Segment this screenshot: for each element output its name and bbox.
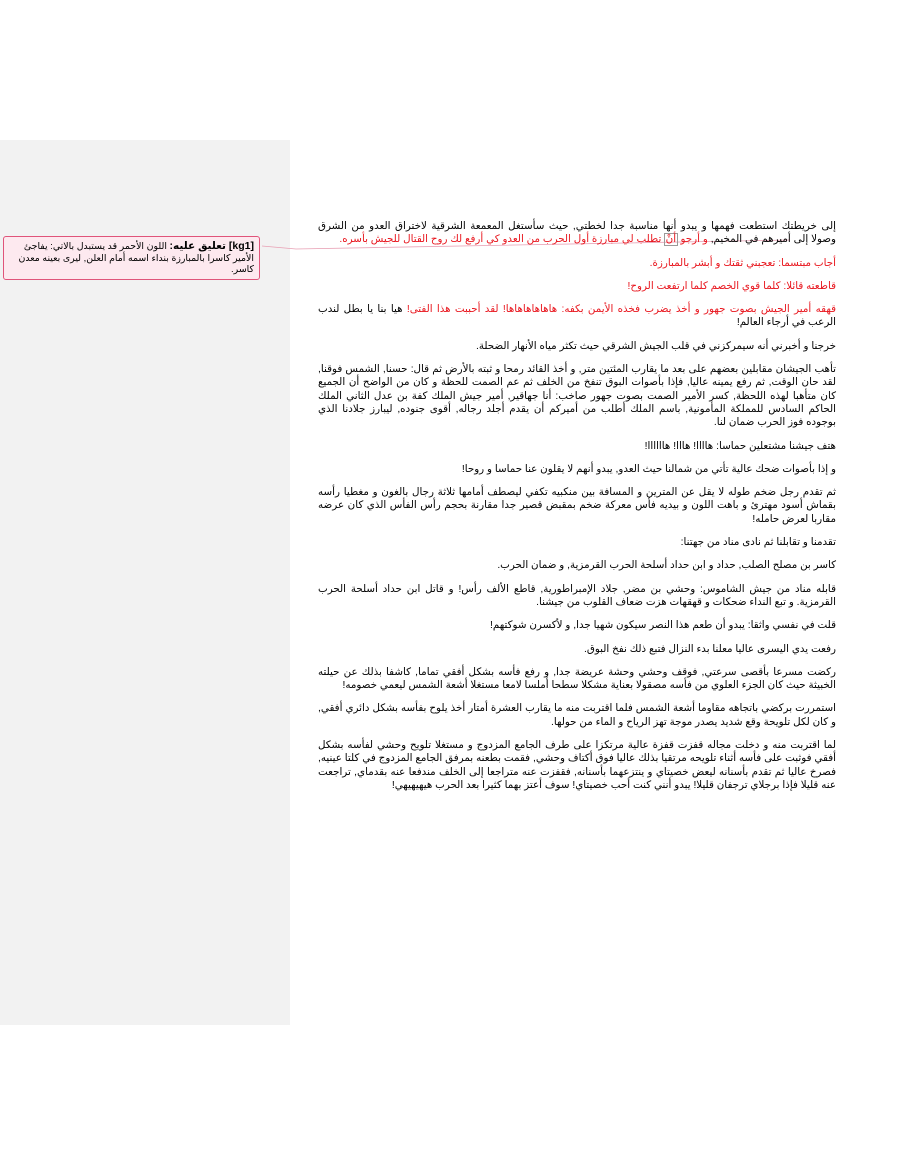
paragraph-4-text: هيا بنا يا بطل لندب الرعب في أرجاء العالم! xyxy=(318,304,836,329)
paragraph-8: و إذا بأصوات ضحك عالية تأتي من شمالنا حيث العدو, يبدو أنهم لا يقلون عنا حماسا و روحا! xyxy=(461,463,836,475)
paragraph-12: قابله مناد من جيش الشاموس: وحشي بن مضر, جلاد الإمبراطورية, قاطع الألف رأس! و قاتل ابن حداد أسلحة الحرب القرمزية. و تبع النداء ضحكات و قهقهات هزت ضعاف القلوب من جيشنا. xyxy=(318,583,836,608)
paragraph-1 xyxy=(318,220,836,247)
paragraph-6: تأهب الجيشان مقابلين بعضهم على بعد ما يقارب المئتين متر, و أخذ القائد رمحا و ثبته بالأرض ثم قال: حسنا, الشمس فوقنا, لقد حان الوقت, ثم رفع يمينه عاليا, فإذا بأصوات البوق تنفخ من الخلف ثم عم الصمت للحظة و كان من الواضح أن الجميع كان متأهبا لهذه اللحظة, كسر الأمير الصمت بصوت جهور صاخب: أنا جهاقير, أمير جيش الملك كفة بن عدل الثاني الملك الحاكم السادس للمملكة المأمونية, باسم الملك أطلب من أميركم أن يقدم أجلد رجاله, أقوى جنوده, ليبارز جلادنا الذي بوجوده فوز الحرب ضمان لنا. xyxy=(318,364,836,429)
document-body xyxy=(318,220,836,802)
paragraph-13: قلت في نفسي واثقا: يبدو أن طعم هذا النصر سيكون شهيا جدا, و لأكسرن شوكتهم! xyxy=(490,620,836,632)
paragraph-4-red: قهقه أمير الجيش بصوت جهور و أخذ يضرب فخذه الأيمن بكفه: هاهاهاهاهاها! لقد أحببت هذا الفتى! xyxy=(406,304,836,316)
paragraph-16: استمررت بركضي باتجاهه مقاوما أشعة الشمس فلما اقتربت منه ما يقارب العشرة أمتار أخذ يلوح بفأسه بشكل دائري أفقي, و كان لكل تلويحة وقع شديد يصدر موجة تهز الرياح و الماء من حولها. xyxy=(318,703,836,728)
comment-label: [kg1] تعليق عليه: xyxy=(169,240,254,252)
paragraph-1-text: إلى خريطتك استطعت فهمها و يبدو أنها مناسبة جدا لخطتي, حيث سأستغل المعمعة الشرقية لاختراق العدو من الشرق وصولا إلى أميرهم في المخيم, xyxy=(318,221,836,246)
paragraph-4 xyxy=(318,303,836,330)
paragraph-3: قاطعته قائلا: كلما قوي الخصم كلما ارتفعت الروح! xyxy=(627,280,836,292)
paragraph-5: خرجنا و أخبرني أنه سيمركزني في قلب الجيش الشرقي حيث تكثر مياه الأنهار الضحلة. xyxy=(475,340,836,352)
paragraph-7: هتف جيشنا مشتعلين حماسا: هاااا! هااا! هاااااا! xyxy=(644,440,836,452)
paragraph-14: رفعت يدي اليسرى عاليا معلنا بدء النزال فتبع ذلك نفخ البوق. xyxy=(584,643,836,655)
paragraph-10: تقدمنا و تقابلنا ثم نادى مناد من جهتنا: xyxy=(680,537,836,549)
paragraph-2: أجاب مبتسما: تعجبني ثقتك و أبشر بالمبارزة. xyxy=(649,257,836,269)
paragraph-1-red-b: تطلب لي مبارزة أول الحرب من العدو كي أرفع لك روح القتال للجيش بأسره. xyxy=(339,234,665,246)
paragraph-17: لما اقتربت منه و دخلت مجاله قفزت قفزة عالية مرتكزا على طرف الجامع المزدوج و مستغلا تلويح وحشي لفأسه بشكل أفقي فوثبت على فأسه أثناء تلويحه مرتقيا بذلك عاليا فوق أكتاف وحشي, فقمت بطعنه بمرفق الجامع المزدوج في كلتا عينيه, فصرخ عاليا ثم تقدم بأسنانه ليعض خصيتاي و ينتزعهما بأسنانه, فقفزت عنه متراجعا إلى الخلف مندفعا عنه بقدماي, تراجعت عنه قليلا فإذا برجلاي ترجفان قليلا! يبدو أنني كنت أحب خصيتاي! سوف أعتز بهما كثيرا بعد الحرب هيهيهيهي! xyxy=(318,740,836,791)
comment-anchor[interactable]: أنْ xyxy=(665,234,677,246)
paragraph-9: ثم تقدم رجل ضخم طوله لا يقل عن المترين و المسافة بين منكبيه تكفي ليصطف أمامها ثلاثة رجال بالغون و مغطيا رأسه بقماش أسود مهترئ و باهت اللون و بيديه فأس معركة ضخم بمقبض قصير جدا مقارنة بحجم رأس الفأس الذي كان عرضه مقاربا لعرض حامله! xyxy=(318,487,836,525)
paragraph-11: كاسر بن مصلح الصلب, حداد و ابن حداد أسلحة الحرب القرمزية, و ضمان الحرب. xyxy=(497,560,836,572)
paragraph-1-red-a: و أرجو xyxy=(677,234,711,246)
comment-balloon[interactable] xyxy=(3,236,260,280)
paragraph-15: ركضت مسرعا بأقصى سرعتي, فوقف وحشي وحشة عريضة جدا, و رفع فأسه بشكل أفقي تماما, كاشفا بذلك عن حيلته الخبيثة حيث كان الجزء العلوي من فأسه مصقولا بعناية مشكلا سطحا أملسا لامعا مستغلا أشعة الشمس ليعمي خصومه! xyxy=(318,666,836,692)
comment-text: اللون الأحمر قد يستبدل بالاتي: يفاجئ الأمير كاسرا بالمبارزة بنداء اسمه أمام العلن, ليرى بعينه معدن كاسر. xyxy=(18,240,254,274)
